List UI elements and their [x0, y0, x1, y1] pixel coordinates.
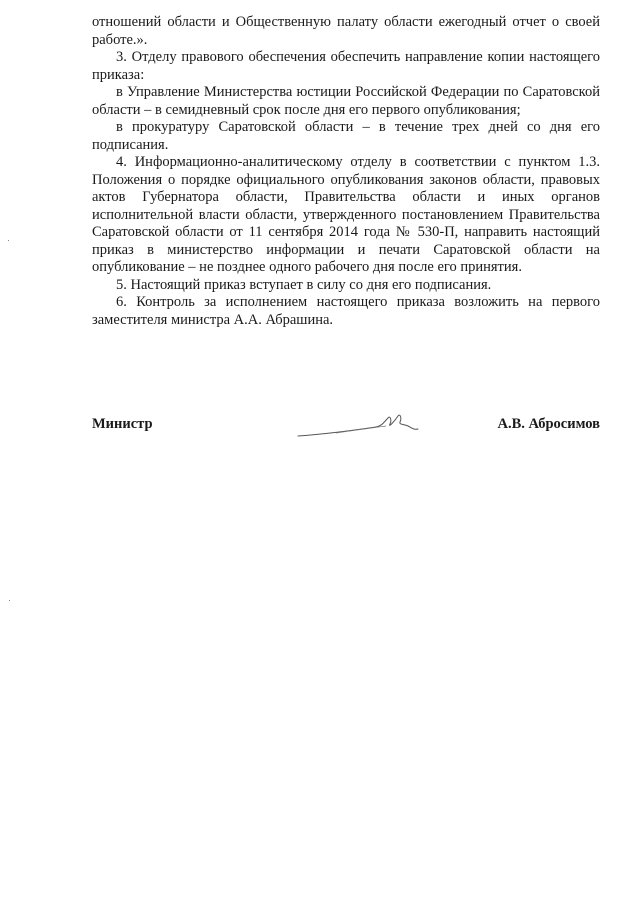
scan-speck [9, 600, 10, 601]
paragraph-item-3: 3. Отделу правового обеспечения обеспечить направление копии настоящего приказа: [92, 49, 600, 83]
handwritten-signature [296, 408, 428, 444]
signatory-title: Министр [92, 416, 153, 432]
scan-speck [8, 240, 9, 241]
paragraph-continuation: отношений области и Общественную палату области ежегодный отчет о своей работе.». [92, 14, 600, 48]
paragraph-item-3-ministry-of-justice: в Управление Министерства юстиции Российской Федерации по Саратовской области – в семидневный срок после дня его первого опубликования; [92, 84, 600, 118]
paragraph-item-5: 5. Настоящий приказ вступает в силу со дня его подписания. [116, 276, 492, 293]
paragraph-item-3-prosecutor: в прокуратуру Саратовской области – в течение трех дней со дня его подписания. [92, 119, 600, 153]
paragraph-item-4: 4. Информационно-аналитическому отделу в соответствии с пунктом 1.3. Положения о порядке официального опубликования законов области, правовых актов Губернатора области, Правительства области и иных органов исполнительной власти области, утвержденного постановлением Правительства Саратовской области от 11 сентября 2014 года № 530-П, направить настоящий приказ в министерство информации и печати Саратовской области на опубликование – не позднее одного рабочего дня после его принятия. [92, 154, 600, 275]
document-body [92, 14, 600, 329]
signatory-name: А.В. Абросимов [497, 416, 600, 432]
paragraph-item-6: 6. Контроль за исполнением настоящего приказа возложить на первого заместителя министра А.А. Абрашина. [92, 294, 600, 328]
signature-block [92, 412, 600, 462]
